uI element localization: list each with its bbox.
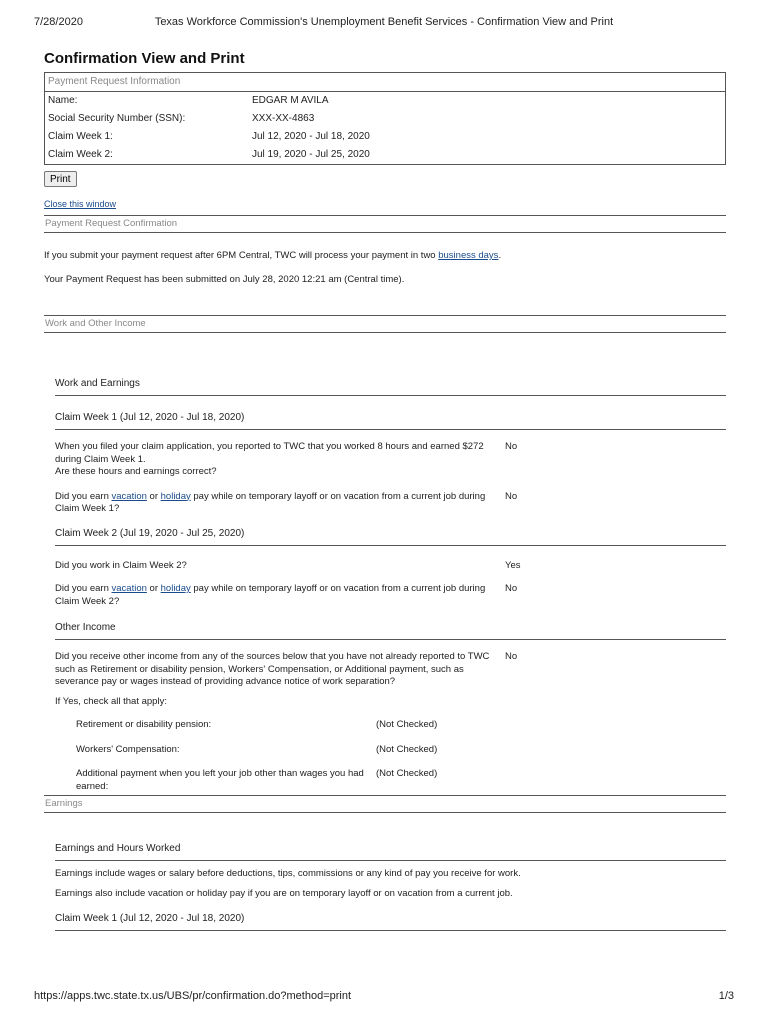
question-fragment: Did you earn bbox=[55, 490, 112, 502]
earnings-claim-week-1-heading: Claim Week 1 (Jul 12, 2020 - Jul 18, 2020) bbox=[55, 913, 726, 931]
holiday-link[interactable]: holiday bbox=[160, 583, 191, 594]
question-line: during Claim Week 1. bbox=[55, 453, 146, 465]
checklist-label: Retirement or disability pension: bbox=[76, 719, 212, 730]
instruction-text: If Yes, check all that apply: bbox=[55, 695, 167, 707]
print-date: 7/28/2020 bbox=[34, 16, 83, 28]
question-fragment: pay while on temporary layoff or on vacation from a current job during bbox=[190, 490, 486, 502]
question-line: Are these hours and earnings correct? bbox=[55, 466, 217, 477]
vacation-link[interactable]: vacation bbox=[111, 490, 147, 502]
info-row-claim-week-1 bbox=[45, 128, 725, 146]
info-value: XXX-XX-4863 bbox=[252, 113, 315, 124]
print-url: https://apps.twc.state.tx.us/UBS/pr/confirmation.do?method=print bbox=[34, 990, 352, 1002]
question-line: Claim Week 2? bbox=[55, 595, 120, 607]
vacation-link[interactable]: vacation bbox=[111, 583, 147, 594]
processing-note bbox=[44, 250, 726, 262]
section-legend-text: Work and Other Income bbox=[45, 318, 146, 329]
info-value: EDGAR M AVILA bbox=[252, 95, 329, 106]
answer-value: No bbox=[505, 441, 518, 452]
business-days-link[interactable]: business days bbox=[438, 250, 499, 261]
submission-timestamp: Your Payment Request has been submitted on July 28, 2020 12:21 am (Central time). bbox=[44, 274, 405, 285]
question-line bbox=[55, 583, 501, 596]
answer-value: No bbox=[505, 583, 518, 594]
question-line: severance pay or wages instead of providing advance notice of work separation? bbox=[55, 676, 396, 687]
checklist-value: (Not Checked) bbox=[376, 768, 438, 779]
processing-note-end: . bbox=[498, 250, 502, 261]
checklist-value: (Not Checked) bbox=[376, 719, 438, 730]
checklist-retirement bbox=[76, 719, 726, 732]
earnings-block bbox=[55, 843, 726, 931]
week1-vacation-question bbox=[55, 491, 726, 516]
info-row-name bbox=[45, 92, 725, 110]
question-text bbox=[55, 441, 501, 479]
question-fragment: pay while on temporary layoff or on vacation from a current job during bbox=[190, 583, 486, 594]
main-content bbox=[44, 50, 726, 931]
info-label: Name: bbox=[48, 95, 78, 106]
earnings-definition-2: Earnings also include vacation or holiday pay if you are on temporary layoff or on vacation from a current job. bbox=[55, 888, 513, 899]
work-income-legend bbox=[44, 315, 726, 333]
claim-week-2-heading: Claim Week 2 (Jul 19, 2020 - Jul 25, 2020) bbox=[55, 528, 726, 546]
section-legend-text: Earnings bbox=[45, 798, 83, 809]
question-fragment: or bbox=[146, 583, 161, 594]
print-page-number: 1/3 bbox=[718, 990, 734, 1002]
checklist-label-line: Additional payment when you left your job other than wages you had bbox=[76, 768, 364, 779]
question-text bbox=[55, 651, 501, 689]
work-earnings-heading: Work and Earnings bbox=[55, 378, 726, 396]
checklist-label: Workers' Compensation: bbox=[76, 743, 180, 755]
question-text bbox=[55, 583, 501, 608]
payment-request-info-box bbox=[44, 72, 726, 165]
question-line: Did you receive other income from any of the sources below that you have not already reported to TWC bbox=[55, 651, 490, 662]
checklist-additional-payment bbox=[76, 768, 726, 793]
info-label: Claim Week 2: bbox=[48, 149, 113, 160]
question-text: Did you work in Claim Week 2? bbox=[55, 559, 187, 571]
info-row-ssn bbox=[45, 110, 725, 128]
question-fragment: or bbox=[146, 490, 161, 502]
other-income-heading: Other Income bbox=[55, 622, 726, 640]
processing-note-text: If you submit your payment request after 6PM Central, TWC will process your payment in two bbox=[44, 250, 439, 261]
question-text bbox=[55, 491, 501, 516]
claim-week-1-heading: Claim Week 1 (Jul 12, 2020 - Jul 18, 2020) bbox=[55, 412, 726, 430]
info-label: Claim Week 1: bbox=[48, 131, 113, 142]
page-title: Confirmation View and Print bbox=[44, 50, 245, 67]
work-earnings-block bbox=[55, 378, 726, 793]
info-value: Jul 12, 2020 - Jul 18, 2020 bbox=[252, 131, 370, 142]
holiday-link[interactable]: holiday bbox=[160, 490, 191, 502]
earnings-definition-1: Earnings include wages or salary before deductions, tips, commissions or any kind of pay you receive for work. bbox=[55, 868, 521, 879]
info-row-claim-week-2 bbox=[45, 146, 725, 164]
question-line: Claim Week 1? bbox=[55, 503, 120, 514]
earnings-hours-heading: Earnings and Hours Worked bbox=[55, 843, 726, 861]
checklist-label-line: earned: bbox=[76, 780, 109, 792]
earnings-legend bbox=[44, 795, 726, 813]
question-fragment: Did you earn bbox=[55, 583, 112, 594]
if-yes-instruction bbox=[55, 696, 726, 709]
week1-hours-question bbox=[55, 441, 726, 479]
payment-confirmation-legend bbox=[44, 215, 726, 233]
answer-value: Yes bbox=[505, 559, 521, 571]
info-label: Social Security Number (SSN): bbox=[48, 113, 186, 124]
question-line: When you filed your claim application, you reported to TWC that you worked 8 hours and earned $272 bbox=[55, 441, 484, 452]
section-legend-text: Payment Request Confirmation bbox=[45, 218, 178, 229]
print-doc-title: Texas Workforce Commission's Unemployment Benefit Services - Confirmation View and Print bbox=[154, 16, 614, 28]
week2-work-question bbox=[55, 560, 726, 573]
week2-vacation-question bbox=[55, 583, 726, 608]
close-window-link[interactable]: Close this window bbox=[44, 199, 117, 209]
question-line bbox=[55, 491, 501, 504]
answer-value: No bbox=[505, 651, 518, 662]
answer-value: No bbox=[505, 490, 518, 502]
other-income-question bbox=[55, 651, 726, 689]
payment-info-legend: Payment Request Information bbox=[45, 73, 725, 92]
info-value: Jul 19, 2020 - Jul 25, 2020 bbox=[252, 149, 370, 160]
checklist-label bbox=[76, 768, 376, 793]
checklist-workers-comp bbox=[76, 744, 726, 757]
checklist-value: (Not Checked) bbox=[376, 743, 438, 755]
question-line: such as Retirement or disability pension, Workers' Compensation, or Additional payment, such as bbox=[55, 663, 464, 675]
print-button[interactable]: Print bbox=[44, 171, 77, 187]
